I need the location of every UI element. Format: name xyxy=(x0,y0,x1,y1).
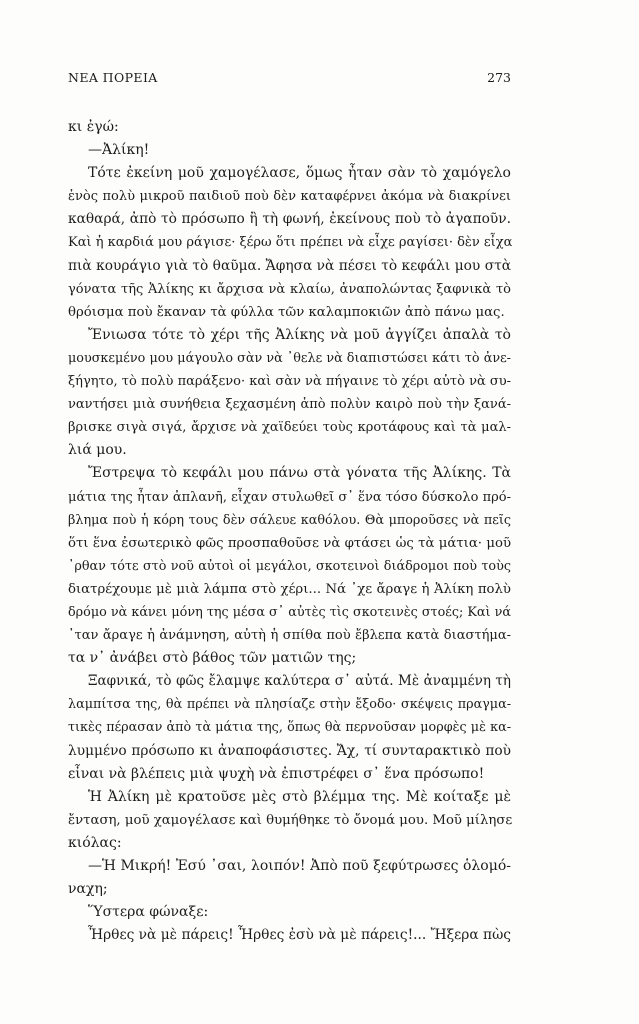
text-line: ξήγητο, τὸ πολὺ παράξενο· καὶ σὰν νὰ πήγαινε τὸ χέρι αὐτὸ νὰ συ- xyxy=(68,374,512,390)
text-line: καθαρά, ἀπὸ τὸ πρόσωπο ἢ τὴ φωνή, ἐκείνους ποὺ τὸ ἀγαποῦν. xyxy=(68,211,511,228)
text-line: Ὕστερα φώναξε: xyxy=(88,904,209,921)
page-number: 273 xyxy=(487,70,511,85)
text-line: λιά μου. xyxy=(68,442,127,459)
text-line: ἔνταση, μοῦ χαμογέλασε καὶ θυμήθηκε τὸ ὄνομά μου. Μοῦ μίλησε xyxy=(68,812,513,828)
text-line: —Ἀλίκη! xyxy=(88,142,150,159)
page-header xyxy=(68,70,511,90)
text-line: εἶναι νὰ βλέπεις μιὰ ψυχὴ νὰ ἐπιστρέφει σ᾽ ἕνα πρόσωπο! xyxy=(68,765,485,782)
text-line: Ἡ Ἀλίκη μὲ κρατοῦσε μὲς στὸ βλέμμα της. Μὲ κοίταξε μὲ xyxy=(88,788,511,805)
text-line: πιὰ κουράγιο γιὰ τὸ θαῦμα. Ἄφησα νὰ πέσει τὸ κεφάλι μου στὰ xyxy=(68,257,511,274)
text-line: λαμπίτσα της, θὰ πρέπει νὰ πλησίαζε στὴν ἔξοδο· σκέψεις πραγμα- xyxy=(68,697,511,713)
text-line: γόνατα τῆς Ἀλίκης κι ἄρχισα νὰ κλαίω, ἀναπολώντας ξαφνικὰ τὸ xyxy=(68,281,511,297)
text-line: —Ἡ Μικρή! Ἐσύ ᾽σαι, λοιπόν! Ἀπὸ ποῦ ξεφύτρωσες ὁλομό- xyxy=(88,858,511,874)
text-line: κιόλας: xyxy=(68,834,122,851)
text-line: ᾽ταν ἄραγε ἡ ἀνάμνηση, αὐτὴ ἡ σπίθα ποὺ ἔβλεπα κατὰ διαστήμα- xyxy=(68,628,511,644)
text-line: βρισκε σιγὰ σιγά, ἄρχισε νὰ χαϊδεύει τοὺς κροτάφους καὶ τὰ μαλ- xyxy=(68,420,511,436)
text-line: ναντήσει μιὰ συνήθεια ξεχασμένη ἀπὸ πολὺν καιρὸ ποὺ τὴν ξανά- xyxy=(68,397,511,413)
text-line: δρόμο νὰ κάνει μόνη της μέσα σ᾽ αὐτὲς τὶς σκοτεινὲς στοές; Καὶ νά xyxy=(68,604,511,620)
text-line: ἑνὸς πολὺ μικροῦ παιδιοῦ ποὺ δὲν καταφέρνει ἀκόμα νὰ διακρίνει xyxy=(68,189,511,205)
text-line: κι ἐγώ: xyxy=(68,119,119,135)
text-line: Τότε ἐκείνη μοῦ χαμογέλασε, ὅμως ἦταν σὰν τὸ χαμόγελο xyxy=(88,165,511,182)
running-title: ΝΕΑ ΠΟΡΕΙΑ xyxy=(68,70,158,85)
text-line: λυμμένο πρόσωπο κι ἀναποφάσιστες. Ἄχ, τί συνταρακτικὸ ποὺ xyxy=(68,742,511,759)
text-line: ναχη; xyxy=(68,881,108,898)
text-line: Καὶ ἡ καρδιά μου ράγισε· ξέρω ὅτι πρέπει νὰ εἶχε ραγίσει· δὲν εἶχα xyxy=(68,235,513,251)
text-line: Ξαφνικά, τὸ φῶς ἔλαμψε καλύτερα σ᾽ αὐτά. Μὲ ἀναμμένη τὴ xyxy=(88,673,511,690)
text-line: Ἦρθες νὰ μὲ πάρεις! Ἦρθες ἐσὺ νὰ μὲ πάρεις!... Ἤξερα πὼς xyxy=(88,927,511,944)
text-line: μουσκεμένο μου μάγουλο σὰν νὰ ᾽θελε νὰ διαπιστώσει κάτι τὸ ἀνε- xyxy=(68,350,511,366)
text-line: Ἔνιωσα τότε τὸ χέρι τῆς Ἀλίκης νὰ μοῦ ἀγγίζει ἀπαλὰ τὸ xyxy=(88,326,511,343)
text-line: διατρέχουμε μὲ μιὰ λάμπα στὸ χέρι... Νά ᾽χε ἄραγε ἡ Ἀλίκη πολὺ xyxy=(68,581,511,597)
text-line: τα ν᾽ ἀνάβει στὸ βάθος τῶν ματιῶν της; xyxy=(68,650,357,667)
body-text xyxy=(68,116,511,947)
text-line: τικὲς πέρασαν ἀπὸ τὰ μάτια της, ὅπως θὰ περνοῦσαν μορφὲς μὲ κα- xyxy=(68,720,511,736)
text-line: ᾽ρθαν τότε στὸ νοῦ αὐτοὶ οἱ μεγάλοι, σκοτεινοὶ διάδρομοι ποὺ τοὺς xyxy=(68,558,511,574)
text-line: Ἔστρεψα τὸ κεφάλι μου πάνω στὰ γόνατα τῆς Ἀλίκης. Τὰ xyxy=(88,465,511,482)
text-line: θρόισμα ποὺ ἔκαναν τὰ φύλλα τῶν καλαμποκιῶν ἀπὸ πάνω μας. xyxy=(68,304,505,320)
text-line: ὅτι ἕνα ἐσωτερικὸ φῶς προσπαθοῦσε νὰ φτάσει ὡς τὰ μάτια· μοῦ xyxy=(68,535,511,551)
text-line: μάτια της ἦταν ἀπλανῆ, εἶχαν στυλωθεῖ σ᾽ ἕνα τόσο δύσκολο πρό- xyxy=(68,489,511,505)
text-line: βλημα ποὺ ἡ κόρη τους δὲν σάλευε καθόλου. Θὰ μποροῦσες νὰ πεῖς xyxy=(68,512,511,528)
